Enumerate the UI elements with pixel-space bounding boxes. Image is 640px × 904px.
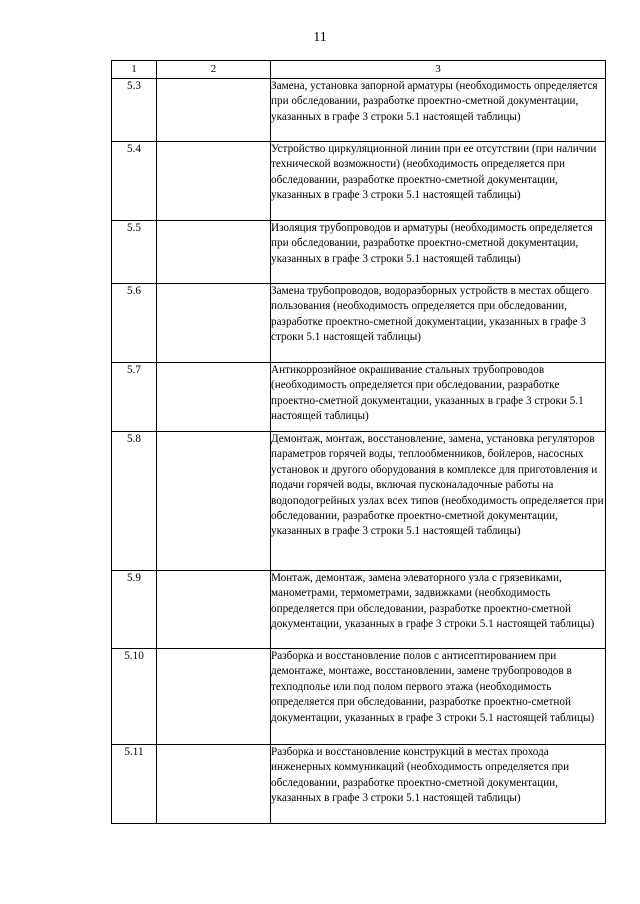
works-table — [111, 60, 606, 824]
row-col2 — [157, 571, 271, 649]
header-col-2: 2 — [157, 61, 271, 79]
row-description: Демонтаж, монтаж, восстановление, замена, установка регуляторов параметров горячей воды, теплообменников, бойлеров, насосных установок и другого оборудования в комплексе для приготовления и подачи горячей воды, включая пусконаладочные работы на водоподогрейных узлах всех типов (необходимость определяется при обследовании, разработке проектно-сметной документации, указанных в графе 3 строки 5.1 настоящей таблицы) — [271, 432, 606, 571]
table-row — [112, 284, 606, 363]
row-description: Антикоррозийное окрашивание стальных трубопроводов (необходимость определяется при обследовании, разработке проектно-сметной документации, указанных в графе 3 строки 5.1 настоящей таблицы) — [271, 363, 606, 432]
row-description: Изоляция трубопроводов и арматуры (необходимость определяется при обследовании, разработке проектно-сметной документации, указанных в графе 3 строки 5.1 настоящей таблицы) — [271, 221, 606, 284]
row-col2 — [157, 142, 271, 221]
table-row — [112, 79, 606, 142]
page-number: 11 — [313, 30, 327, 45]
header-col-1: 1 — [112, 61, 157, 79]
table-row — [112, 571, 606, 649]
row-col2 — [157, 745, 271, 824]
row-col2 — [157, 363, 271, 432]
row-col2 — [157, 79, 271, 142]
row-col2 — [157, 649, 271, 745]
row-description: Монтаж, демонтаж, замена элеваторного узла с грязевиками, манометрами, термометрами, задвижками (необходимость определяется при обследовании, разработке проектно-сметной документации, указанных в графе 3 строки 5.1 настоящей таблицы) — [271, 571, 606, 649]
table-row — [112, 432, 606, 571]
row-number: 5.4 — [112, 142, 157, 221]
row-description: Разборка и восстановление конструкций в местах прохода инженерных коммуникаций (необходимость определяется при обследовании, разработке проектно-сметной документации, указанных в графе 3 строки 5.1 настоящей таблицы) — [271, 745, 606, 824]
row-number: 5.10 — [112, 649, 157, 745]
row-col2 — [157, 432, 271, 571]
header-col-3: 3 — [271, 61, 606, 79]
table-row — [112, 363, 606, 432]
row-description: Замена трубопроводов, водоразборных устройств в местах общего пользования (необходимость определяется при обследовании, разработке проектно-сметной документации, указанных в графе 3 строки 5.1 настоящей таблицы) — [271, 284, 606, 363]
row-col2 — [157, 284, 271, 363]
row-number: 5.7 — [112, 363, 157, 432]
table-row — [112, 221, 606, 284]
table-row — [112, 649, 606, 745]
row-number: 5.3 — [112, 79, 157, 142]
row-description: Замена, установка запорной арматуры (необходимость определяется при обследовании, разработке проектно-сметной документации, указанных в графе 3 строки 5.1 настоящей таблицы) — [271, 79, 606, 142]
row-col2 — [157, 221, 271, 284]
row-number: 5.5 — [112, 221, 157, 284]
row-number: 5.11 — [112, 745, 157, 824]
table-header-row — [112, 61, 606, 79]
row-description: Устройство циркуляционной линии при ее отсутствии (при наличии технической возможности) (необходимость определяется при обследовании, разработке проектно-сметной документации, указанных в графе 3 строки 5.1 настоящей таблицы) — [271, 142, 606, 221]
table-row — [112, 142, 606, 221]
row-description: Разборка и восстановление полов с антисептированием при демонтаже, монтаже, восстановлении, замене трубопроводов в техподполье или под полом первого этажа (необходимость определяется при обследовании, разработке проектно-сметной документации, указанных в графе 3 строки 5.1 настоящей таблицы) — [271, 649, 606, 745]
table-row — [112, 745, 606, 824]
row-number: 5.8 — [112, 432, 157, 571]
row-number: 5.9 — [112, 571, 157, 649]
row-number: 5.6 — [112, 284, 157, 363]
